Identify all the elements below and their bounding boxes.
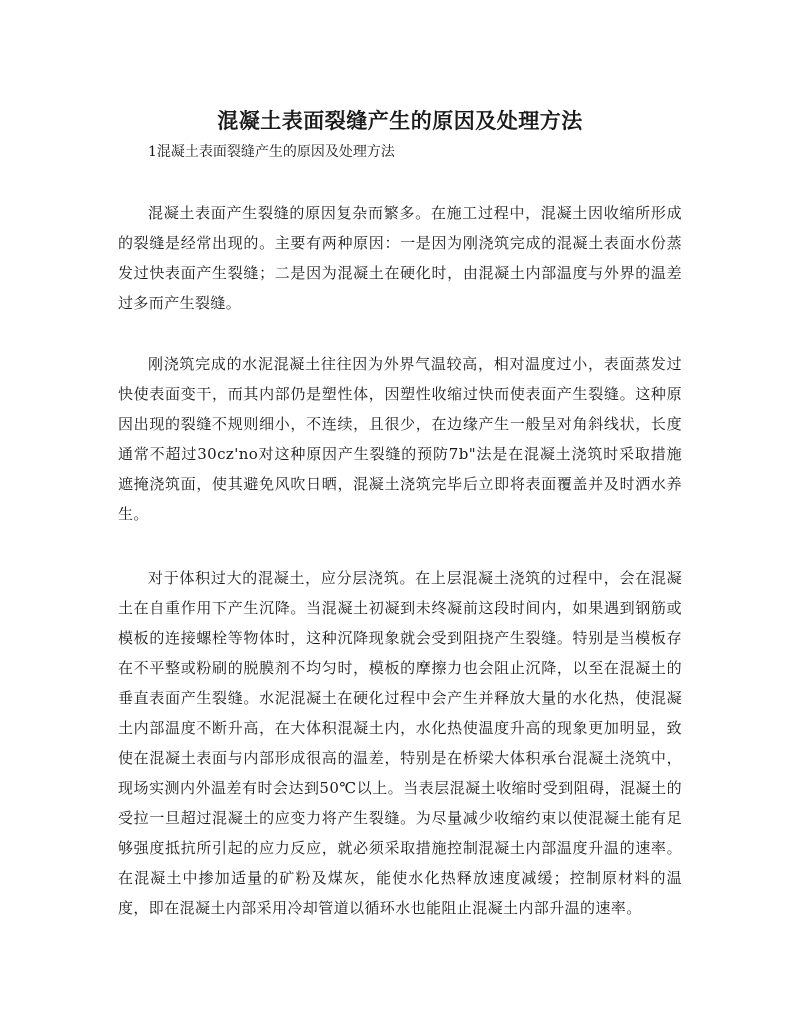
document-title: 混凝土表面裂缝产生的原因及处理方法 bbox=[217, 108, 583, 134]
section-heading: 1混凝土表面裂缝产生的原因及处理方法 bbox=[148, 144, 395, 160]
paragraph-surface-evaporation: 刚浇筑完成的水泥混凝土往往因为外界气温较高，相对温度过小，表面蒸发过快使表面变干，而其内部仍是塑性体，因塑性收缩过快而使表面产生裂缝。这种原因出现的裂缝不规则细小，不连续，且很少，在边缘产生一般呈对角斜线状，长度通常不超过30cz'no对这种原因产生裂缝的预防7b"法是在混凝土浇筑时采取措施遮掩浇筑面，使其避免风吹日晒，混凝土浇筑完毕后立即将表面覆盖并及时洒水养生。 bbox=[118, 355, 682, 523]
paragraph-causes-overview: 混凝土表面产生裂缝的原因复杂而繁多。在施工过程中，混凝土因收缩所形成的裂缝是经常出现的。主要有两种原因：一是因为刚浇筑完成的混凝土表面水份蒸发过快表面产生裂缝；二是因为混凝土在硬化时，由混凝土内部温度与外界的温差过多而产生裂缝。 bbox=[118, 204, 682, 312]
paragraph-layered-pouring: 对于体积过大的混凝土，应分层浇筑。在上层混凝土浇筑的过程中，会在混凝土在自重作用下产生沉降。当混凝土初凝到未终凝前这段时间内，如果遇到钢筋或模板的连接螺栓等物体时，这种沉降现象就会受到阻挠产生裂缝。特别是当模板存在不平整或粉刷的脱膜剂不均匀时，模板的摩擦力也会阻止沉降，以至在混凝土的垂直表面产生裂缝。水泥混凝土在硬化过程中会产生并释放大量的水化热，使混凝土内部温度不断升高，在大体积混凝土内，水化热使温度升高的现象更加明显，致使在混凝土表面与内部形成很高的温差，特别是在桥梁大体积承台混凝土浇筑中，现场实测内外温差有时会达到50℃以上。当表层混凝土收缩时受到阻碍，混凝土的受拉一旦超过混凝土的应变力将产生裂缝。为尽量减少收缩约束以使混凝土能有足够强度抵抗所引起的应力反应，就必须采取措施控制混凝土内部温度升温的速率。在混凝土中掺加适量的矿粉及煤灰，能使水化热释放速度减缓；控制原材料的温度，即在混凝土内部采用冷却管道以循环水也能阻止混凝土内部升温的速率。 bbox=[118, 569, 682, 917]
